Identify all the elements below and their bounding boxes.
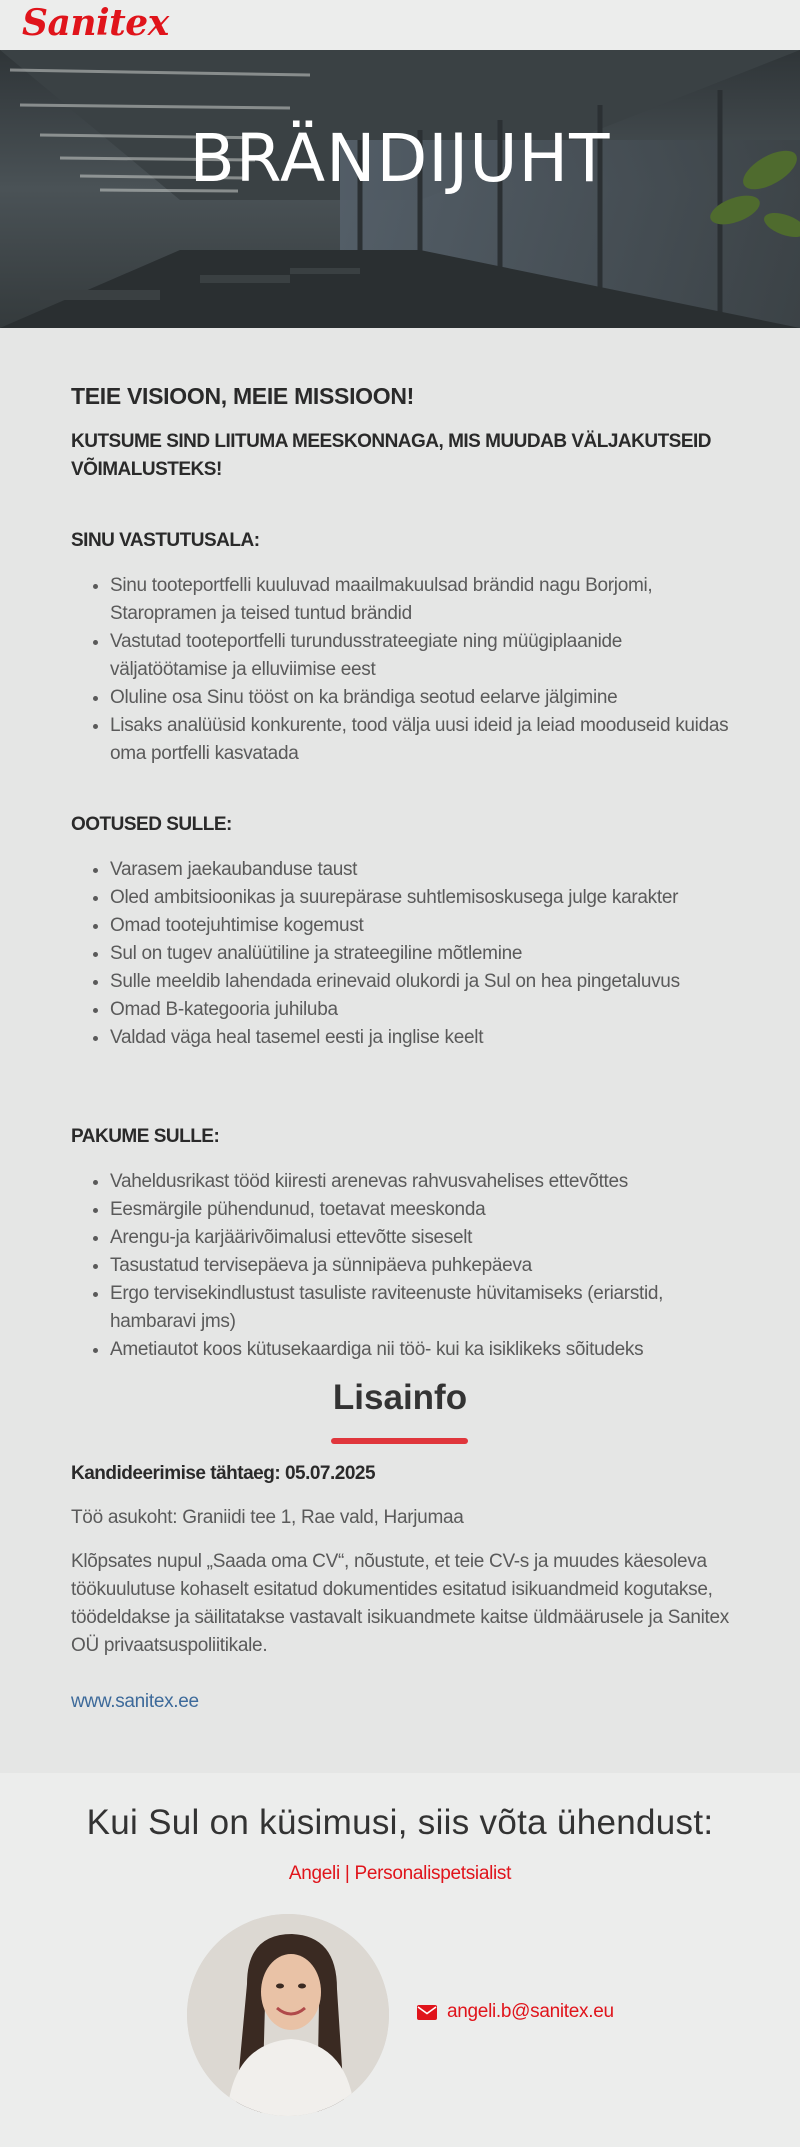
list-item: • Valdad väga heal tasemel eesti ja inglise keelt [110, 1024, 740, 1052]
responsibilities-title: SINU VASTUTUSALA: [71, 530, 260, 551]
contact-heading: Kui Sul on küsimusi, siis võta ühendust: [86, 1803, 714, 1842]
application-deadline: Kandideerimise tähtaeg: 05.07.2025 [71, 1463, 376, 1484]
contact-person: Angeli | Personalispetsialist [288, 1863, 512, 1884]
privacy-notice: Klõpsates nupul „Saada oma CV“, nõustute, et teie CV-s ja muudes käesoleva töökuulutuse kohaselt esitatud dokumentides esitatud isikuandmeid kogutakse, töödeldakse ja säilitatakse vastavalt isikuandmete kaitse üldmäärusele ja Sanitex OÜ privaatsuspoliitikale. [71, 1551, 729, 1656]
list-item: • Oluline osa Sinu tööst on ka brändiga seotud eelarve jälgimine [110, 684, 740, 712]
envelope-icon [417, 2005, 437, 2020]
list-item: • Sinu tooteportfelli kuuluvad maailmakuulsad brändid nagu Borjomi, Staropramen ja teised tuntud brändid [110, 572, 740, 628]
work-location: Töö asukoht: Graniidi tee 1, Rae vald, Harjumaa [71, 1507, 464, 1528]
list-item: • Vaheldusrikast tööd kiiresti arenevas rahvusvahelises ettevõttes [110, 1168, 740, 1196]
list-item: • Arengu-ja karjäärivõimalusi ettevõtte siseselt [110, 1224, 740, 1252]
sanitex-logo[interactable]: Sanitex [22, 2, 169, 44]
intro-subheading: KUTSUME SIND LIITUMA MEESKONNAGA, MIS MUUDAB VÄLJAKUTSEID VÕIMALUSTEKS! [71, 431, 712, 480]
list-item: • Sul on tugev analüütiline ja strateegiline mõtlemine [110, 940, 740, 968]
email-contact[interactable] [417, 2001, 614, 2023]
offer-list [110, 1168, 740, 1364]
avatar [187, 1914, 389, 2116]
list-item: • Ametiautot koos kütusekaardiga nii töö- kui ka isiklikeks sõitudeks [110, 1336, 740, 1364]
list-item: • Oled ambitsioonikas ja suurepärase suhtlemisoskusega julge karakter [110, 884, 740, 912]
job-title: BRÄNDIJUHT [189, 120, 611, 197]
list-item: • Tasustatud tervisepäeva ja sünnipäeva puhkepäeva [110, 1252, 740, 1280]
expectations-list [110, 856, 740, 1052]
website-link-row [71, 1688, 741, 1716]
responsibilities-list [110, 572, 740, 768]
list-item: • Sulle meeldib lahendada erinevaid olukordi ja Sul on hea pingetaluvus [110, 968, 740, 996]
heading-underline [331, 1438, 468, 1444]
hero-banner [0, 50, 800, 328]
intro-heading: TEIE VISIOON, MEIE MISSIOON! [71, 383, 415, 409]
info-heading: Lisainfo [332, 1378, 468, 1417]
list-item: • Lisaks analüüsid konkurente, tood välja uusi ideid ja leiad mooduseid kuidas oma portfelli kasvatada [110, 712, 740, 768]
list-item: • Ergo tervisekindlustust tasuliste raviteenuste hüvitamiseks (eriarstid, hambaravi jms) [110, 1280, 740, 1336]
email-address[interactable]: angeli.b@sanitex.eu [447, 2001, 614, 2022]
website-link[interactable]: www.sanitex.ee [71, 1691, 199, 1712]
list-item: • Omad B-kategooria juhiluba [110, 996, 740, 1024]
list-item: • Varasem jaekaubanduse taust [110, 856, 740, 884]
offer-title: PAKUME SULLE: [71, 1126, 220, 1147]
list-item: • Eesmärgile pühendunud, toetavat meeskonda [110, 1196, 740, 1224]
contact-photo [187, 1914, 389, 2116]
list-item: • Omad tootejuhtimise kogemust [110, 912, 740, 940]
expectations-title: OOTUSED SULLE: [71, 814, 232, 835]
list-item: • Vastutad tooteportfelli turundusstrateegiate ning müügiplaanide väljatöötamise ja elluviimise eest [110, 628, 740, 684]
top-bar [0, 0, 800, 50]
